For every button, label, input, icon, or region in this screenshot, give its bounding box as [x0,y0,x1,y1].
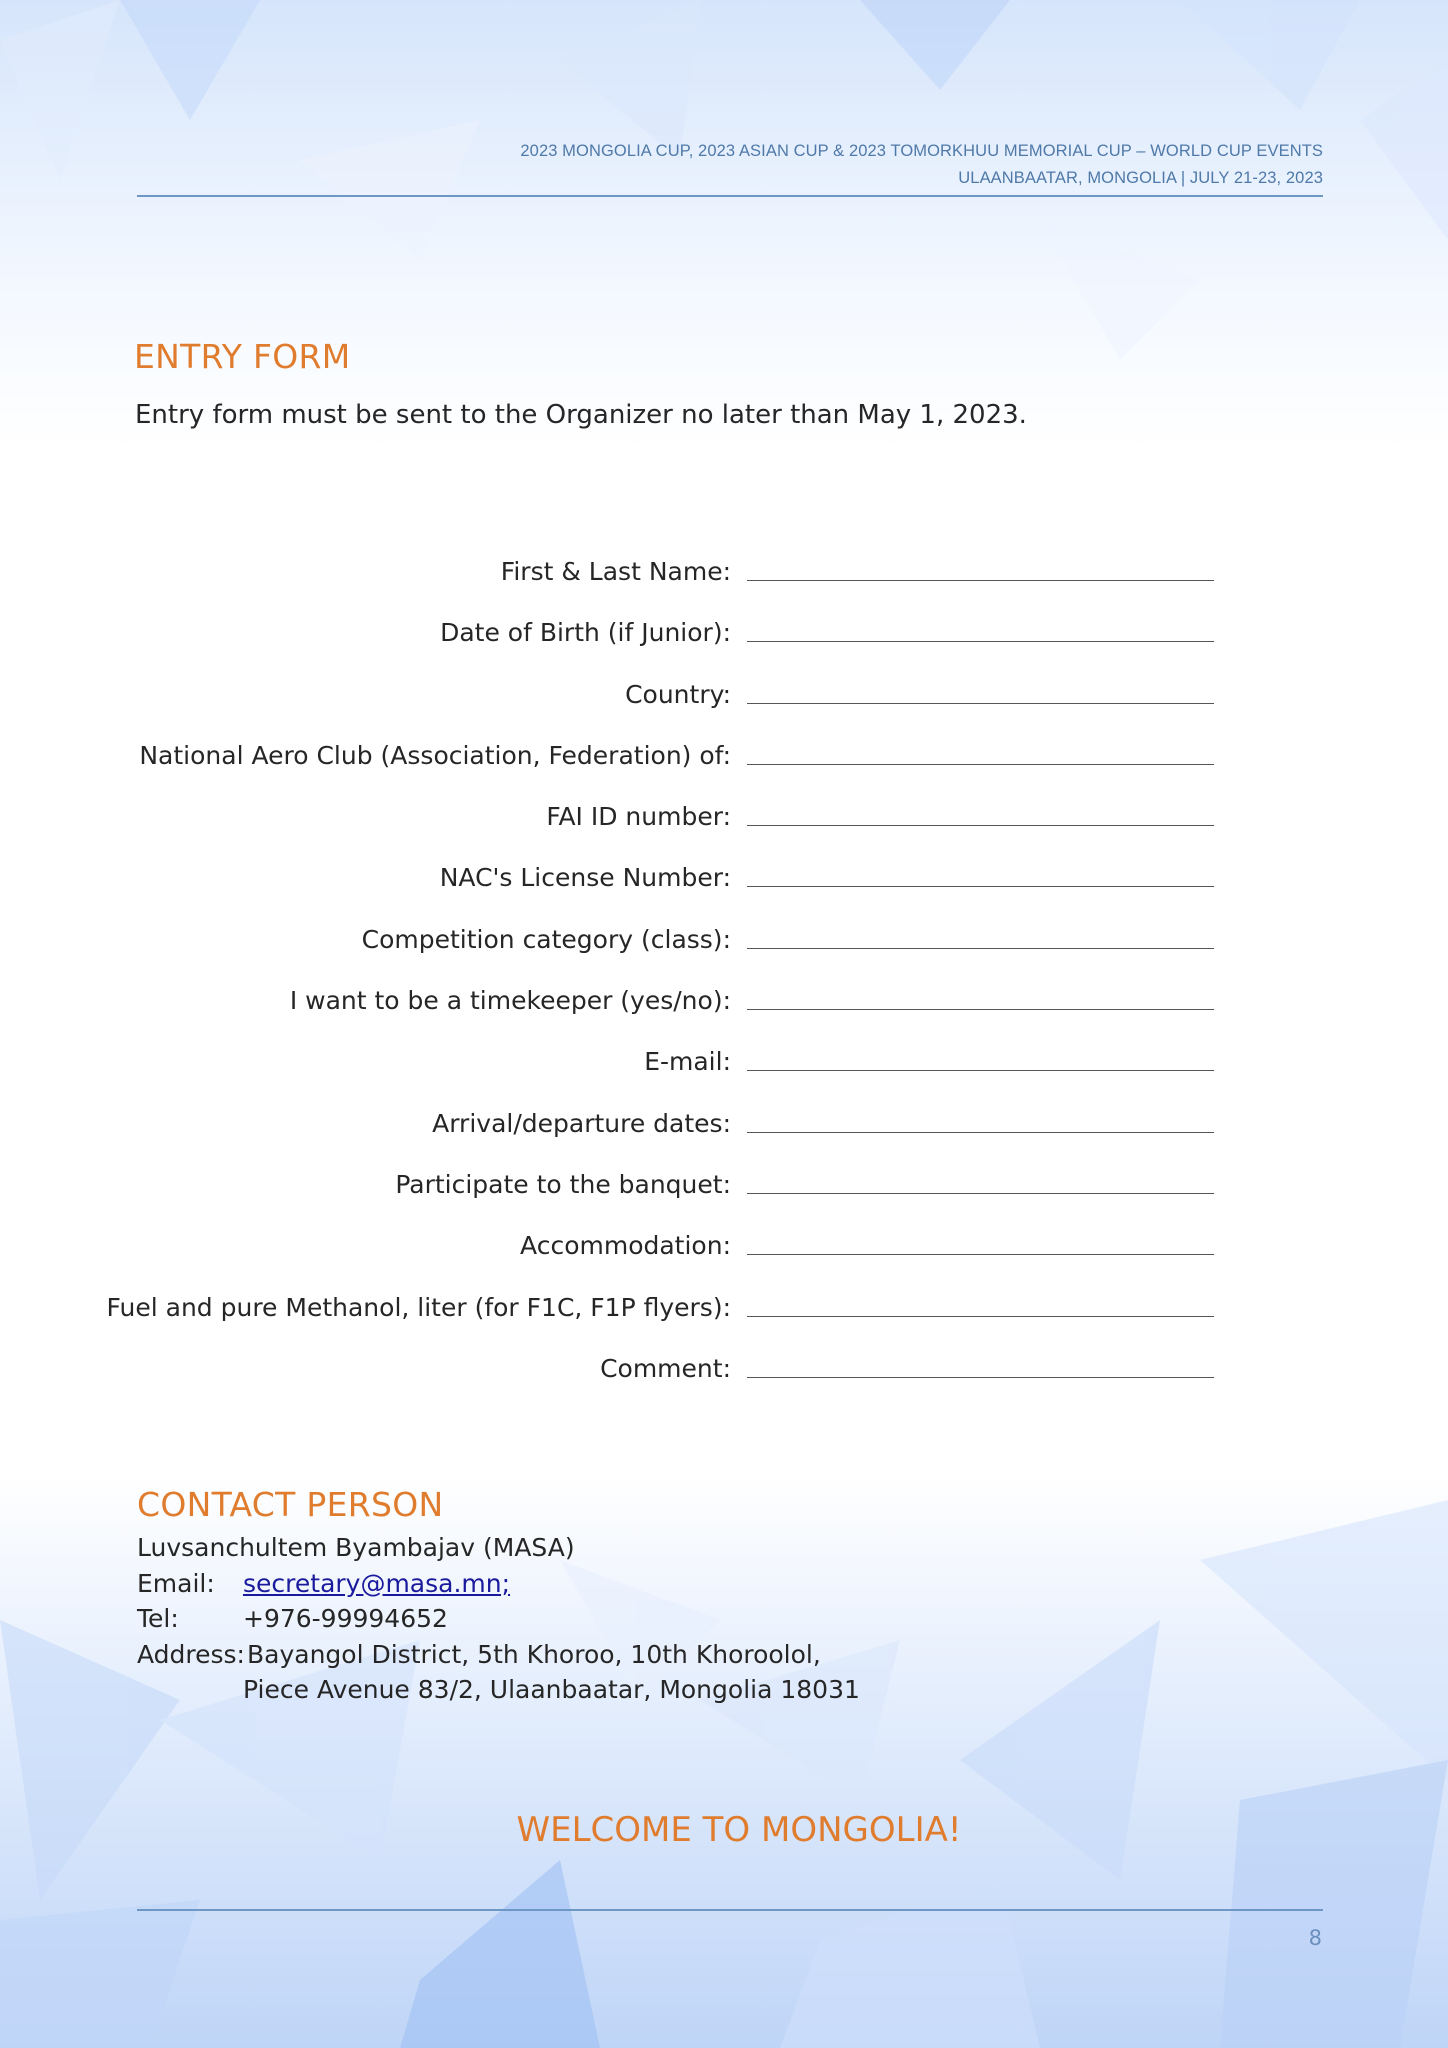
header-event-title: 2023 MONGOLIA CUP, 2023 ASIAN CUP & 2023 TOMORKHUU MEMORIAL CUP – WORLD CUP EVENTS [520,142,1323,160]
form-field-label: Arrival/departure dates: [432,1108,731,1138]
form-field-label: Date of Birth (if Junior): [440,618,731,648]
running-header [520,138,1323,192]
contact-email-link[interactable]: secretary@masa.mn; [243,1568,511,1598]
contact-address-line1: Bayangol District, 5th Khoroo, 10th Khoroolol, [247,1639,821,1669]
form-row [0,790,1448,851]
form-fill-line[interactable] [747,886,1214,887]
form-fill-line[interactable] [747,580,1214,581]
form-field-label: Competition category (class): [361,924,731,954]
contact-address-line2: Piece Avenue 83/2, Ulaanbaatar, Mongolia 18031 [243,1675,860,1704]
footer-divider [137,1909,1323,1911]
form-field-label: NAC's License Number: [439,863,731,893]
form-fill-line[interactable] [747,1193,1214,1194]
contact-tel-row [137,1601,860,1637]
form-field-label: FAI ID number: [546,802,731,832]
form-fill-line[interactable] [747,948,1214,949]
form-fill-line[interactable] [747,1316,1214,1317]
contact-block [137,1530,860,1708]
form-fill-line[interactable] [747,641,1214,642]
form-fill-line[interactable] [747,1070,1214,1071]
form-fill-line[interactable] [747,1132,1214,1133]
form-field-label: First & Last Name: [500,557,731,586]
form-row [0,1219,1448,1280]
form-field-label: Participate to the banquet: [395,1169,731,1199]
form-fill-line[interactable] [747,1009,1214,1010]
form-row [0,1281,1448,1342]
form-row [0,729,1448,790]
form-row [0,851,1448,912]
form-field-label: E-mail: [644,1047,731,1077]
form-fill-line[interactable] [747,1377,1214,1378]
form-row [0,974,1448,1035]
form-row [0,1158,1448,1219]
contact-email-row [137,1566,860,1602]
contact-address-row [137,1637,860,1673]
contact-tel-label: Tel: [137,1604,179,1633]
form-row [0,1097,1448,1158]
entry-form-fields [0,545,1448,1403]
contact-person-title: CONTACT PERSON [137,1485,444,1524]
form-field-label: Country: [625,679,731,709]
form-field-label: I want to be a timekeeper (yes/no): [289,986,731,1016]
form-field-label: Fuel and pure Methanol, liter (for F1C, F1P flyers): [106,1292,731,1322]
entry-form-intro: Entry form must be sent to the Organizer no later than May 1, 2023. [135,400,1027,430]
page-number: 8 [1308,1926,1322,1950]
form-row [0,913,1448,974]
form-fill-line[interactable] [747,764,1214,765]
form-row [0,668,1448,729]
header-divider [137,195,1323,197]
form-row [0,1342,1448,1403]
form-fill-line[interactable] [747,703,1214,704]
header-location-date: ULAANBAATAR, MONGOLIA | JULY 21-23, 2023 [958,169,1323,187]
contact-name: Luvsanchultem Byambajav (MASA) [137,1533,575,1562]
form-field-label: National Aero Club (Association, Federation) of: [139,740,731,770]
contact-tel-value: +976-99994652 [243,1604,448,1633]
form-field-label: Comment: [600,1353,731,1383]
welcome-message: WELCOME TO MONGOLIA! [516,1810,962,1850]
contact-address-label: Address: [137,1639,245,1669]
form-row [0,1035,1448,1096]
contact-email-label: Email: [137,1568,215,1598]
form-row [0,545,1448,606]
entry-form-title: ENTRY FORM [134,337,351,376]
form-fill-line[interactable] [747,825,1214,826]
form-fill-line[interactable] [747,1254,1214,1255]
form-field-label: Accommodation: [520,1231,731,1261]
form-row [0,606,1448,667]
